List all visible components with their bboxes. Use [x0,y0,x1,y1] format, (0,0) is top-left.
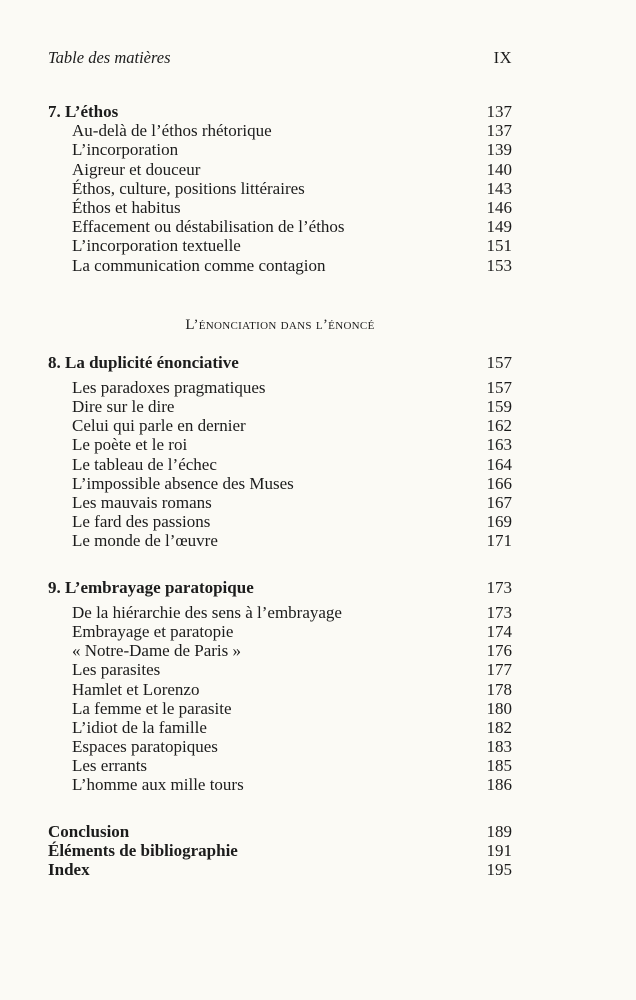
entry-page: 166 [486,473,512,493]
toc-entry [48,493,512,512]
entry-title: La femme et le parasite [72,698,232,718]
running-head [48,46,512,70]
toc-entry [48,378,512,397]
entry-page: 195 [486,860,512,879]
entry-title: Effacement ou déstabilisation de l’éthos [72,217,345,237]
entry-page: 164 [486,454,512,474]
entry-title: De la hiérarchie des sens à l’embrayage [72,602,342,622]
chapter-page: 157 [486,352,512,372]
entry-page: 177 [486,660,512,680]
entry-page: 176 [486,641,512,661]
running-head-title: Table des matières [48,48,171,67]
entry-title: Index [48,860,90,879]
entry-title: L’idiot de la famille [72,717,207,737]
chapter-page: 173 [486,577,512,597]
entry-title: « Notre-Dame de Paris » [72,641,242,661]
entry-title: Le fard des passions [72,512,211,532]
toc-entry [48,775,512,794]
toc-entry [48,641,512,660]
entry-page: 143 [486,178,512,198]
toc-entry [48,622,512,641]
entry-title: Conclusion [48,821,130,841]
entry-title: L’incorporation [72,140,179,160]
entry-page: 182 [486,717,512,737]
toc-entry [48,256,512,275]
chapter-heading-8 [48,353,512,372]
toc-entry [48,397,512,416]
entry-title: Dire sur le dire [72,397,175,417]
backmatter-entry-conclusion [48,822,512,841]
entry-page: 140 [486,159,512,179]
toc-entry [48,531,512,550]
toc-entry [48,474,512,493]
toc-entry [48,160,512,179]
toc-entry [48,699,512,718]
entry-title: Hamlet et Lorenzo [72,679,200,699]
toc-entry [48,435,512,454]
entry-page: 189 [486,821,512,841]
entry-title: Éthos et habitus [72,197,181,217]
part-title: L’énonciation dans l’énoncé [185,316,375,333]
entry-title: Les mauvais romans [72,493,212,512]
entry-page: 163 [486,435,512,455]
chapter-heading-9 [48,578,512,597]
entry-page: 180 [486,698,512,718]
entry-title: La communication comme contagion [72,255,326,275]
entry-title: L’incorporation textuelle [72,236,241,256]
entry-title: Éthos, culture, positions littéraires [72,178,305,198]
entry-title: Espaces paratopiques [72,737,218,757]
entry-title: Éléments de bibliographie [48,840,238,860]
entry-page: 191 [486,840,512,860]
chapter-title: 8. La duplicité énonciative [48,352,239,372]
entry-title: Les parasites [72,660,161,680]
toc-entry [48,737,512,756]
entry-page: 173 [486,602,512,622]
toc-entry [48,603,512,622]
toc-entry [48,455,512,474]
entry-page: 159 [486,397,512,417]
entry-title: Aigreur et douceur [72,159,201,179]
toc-entry [48,140,512,159]
toc-entry [48,198,512,217]
chapter-title: 7. L’éthos [48,102,119,121]
entry-title: Au-delà de l’éthos rhétorique [72,121,272,141]
entry-page: 185 [486,756,512,776]
entry-title: Le poète et le roi [72,435,188,455]
table-of-contents [48,102,512,879]
entry-title: L’homme aux mille tours [72,775,244,795]
entry-title: Embrayage et paratopie [72,621,234,641]
entry-page: 139 [486,140,512,160]
entry-page: 162 [486,416,512,436]
toc-entry [48,217,512,236]
toc-entry [48,512,512,531]
entry-title: Les paradoxes pragmatiques [72,377,266,397]
entry-page: 153 [486,255,512,275]
entry-page: 171 [486,531,512,551]
entry-title: Les errants [72,756,148,776]
running-head-page-number: IX [493,48,512,67]
toc-entry [48,416,512,435]
entry-title: Le monde de l’œuvre [72,531,218,551]
entry-page: 178 [486,679,512,699]
entry-title: L’impossible absence des Muses [72,473,294,493]
toc-entry [48,756,512,775]
entry-title: Celui qui parle en dernier [72,416,246,436]
toc-entry [48,179,512,198]
entry-page: 146 [486,197,512,217]
toc-entry [48,660,512,679]
chapter-page: 137 [486,102,512,121]
entry-page: 151 [486,236,512,256]
entry-page: 183 [486,737,512,757]
backmatter-entry-index [48,860,512,879]
entry-page: 149 [486,217,512,237]
entry-page: 167 [486,493,512,512]
chapter-title: 9. L’embrayage paratopique [48,577,254,597]
backmatter-entry-bibliography [48,841,512,860]
chapter-heading-7 [48,102,512,121]
entry-page: 169 [486,512,512,532]
toc-entry [48,236,512,255]
entry-title: Le tableau de l’échec [72,454,217,474]
toc-entry [48,718,512,737]
entry-page: 174 [486,621,512,641]
entry-page: 157 [486,377,512,397]
toc-entry [48,121,512,140]
entry-page: 137 [486,121,512,141]
entry-page: 186 [486,775,512,795]
toc-entry [48,680,512,699]
